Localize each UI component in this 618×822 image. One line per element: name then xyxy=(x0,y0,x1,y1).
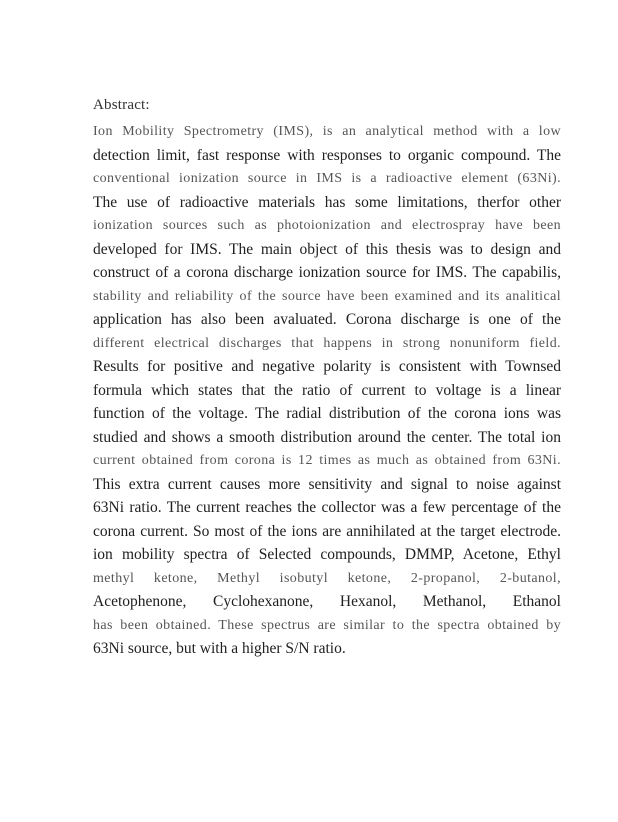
abstract-line: Results for positive and negative polarity is consistent with Townsed xyxy=(93,358,561,375)
abstract-line: formula which states that the ratio of current to voltage is a linear xyxy=(93,381,561,399)
abstract-line: methyl ketone, Methyl isobutyl ketone, 2-propanol, 2-butanol, xyxy=(93,570,561,586)
abstract-line: stability and reliability of the source have been examined and its analitical xyxy=(93,288,561,304)
abstract-line: This extra current causes more sensitivity and signal to noise against xyxy=(93,475,561,493)
abstract-line: application has also been avaluated. Corona discharge is one of the xyxy=(93,311,561,328)
abstract-line: function of the voltage. The radial distribution of the corona ions was xyxy=(93,405,561,422)
abstract-line: ion mobility spectra of Selected compounds, DMMP, Acetone, Ethyl xyxy=(93,546,561,563)
abstract-line: different electrical discharges that happens in strong nonuniform field. xyxy=(93,335,561,351)
abstract-body xyxy=(93,120,561,661)
abstract-line: has been obtained. These spectrus are similar to the spectra obtained by xyxy=(93,617,561,633)
abstract-line: studied and shows a smooth distribution around the center. The total ion xyxy=(93,428,561,446)
abstract-heading: Abstract: xyxy=(93,97,150,113)
abstract-line: 63Ni ratio. The current reaches the collector was a few percentage of the xyxy=(93,499,561,516)
abstract-line: corona current. So most of the ions are annihilated at the target electrode. xyxy=(93,522,561,540)
abstract-line: construct of a corona discharge ionization source for IMS. The capabilis, xyxy=(93,264,561,281)
abstract-line: developed for IMS. The main object of this thesis was to design and xyxy=(93,240,561,258)
abstract-line: The use of radioactive materials has some limitations, therfor other xyxy=(93,193,561,211)
abstract-line: 63Ni source, but with a higher S/N ratio. xyxy=(93,640,346,657)
abstract-line: conventional ionization source in IMS is a radioactive element (63Ni). xyxy=(93,171,561,186)
abstract-line: Acetophenone, Cyclohexanone, Hexanol, Methanol, Ethanol xyxy=(93,593,561,610)
abstract-line: detection limit, fast response with responses to organic compound. The xyxy=(93,146,561,164)
abstract-line: ionization sources such as photoionization and electrospray have been xyxy=(93,218,561,233)
abstract-line: current obtained from corona is 12 times as much as obtained from 63Ni. xyxy=(93,453,561,468)
abstract-line: Ion Mobility Spectrometry (IMS), is an analytical method with a low xyxy=(93,124,561,139)
